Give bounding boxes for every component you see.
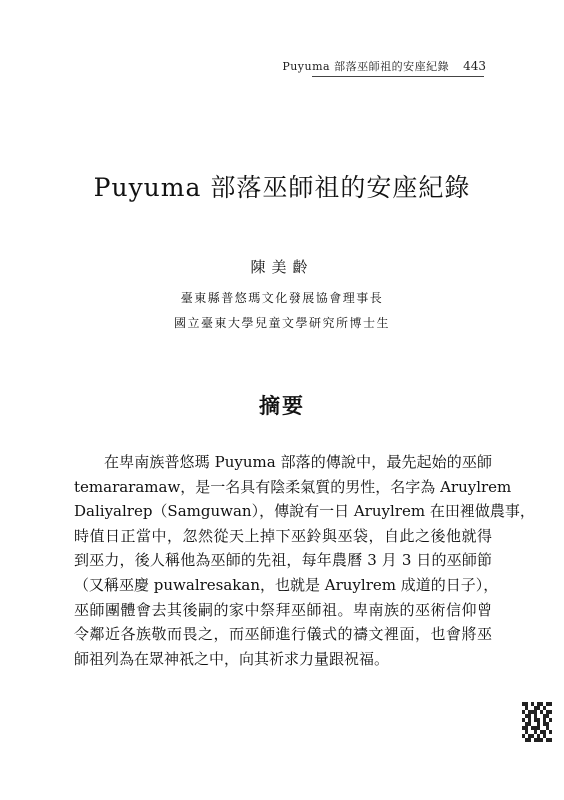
running-title: Puyuma 部落巫師祖的安座紀錄 [282, 60, 450, 73]
abstract-line: temararamaw，是一名具有陰柔氣質的男性，名字為 Aruylrem [74, 477, 512, 496]
header-rule [312, 76, 484, 77]
affiliation-2: 國立臺東大學兒童文學研究所博士生 [173, 316, 390, 330]
qr-code-icon [522, 702, 552, 742]
abstract-line: （又稱巫慶 puwalresakan，也就是 Aruylrem 成道的日子）， [74, 575, 499, 594]
abstract-line: 到巫力，後人稱他為巫師的先祖，每年農曆 3 月 3 日的巫師節 [74, 551, 492, 570]
abstract-body [74, 450, 535, 671]
abstract-heading: 摘要 [259, 394, 305, 418]
abstract-line: 巫師團體會去其後嗣的家中祭拜巫師祖。卑南族的巫術信仰曾 [74, 600, 492, 619]
abstract-line: 令鄰近各族敬而畏之，而巫師進行儀式的禱文裡面，也會將巫 [74, 625, 492, 644]
author-name: 陳美齡 [250, 258, 314, 276]
affiliation-1: 臺東縣普悠瑪文化發展協會理事長 [180, 291, 384, 305]
running-header [282, 58, 486, 74]
paper-title: Puyuma 部落巫師祖的安座紀錄 [93, 173, 471, 202]
abstract-line: Daliyalrep（Samguwan），傳說有一日 Aruylrem 在田裡做農事， [74, 502, 535, 521]
abstract-line: 在卑南族普悠瑪 Puyuma 部落的傳說中，最先起始的巫師 [104, 453, 492, 471]
abstract-line: 師祖列為在眾神祇之中，向其祈求力量跟祝福。 [74, 649, 390, 668]
page-number: 443 [463, 59, 486, 73]
abstract-line: 時值日正當中，忽然從天上掉下巫鈴與巫袋，自此之後他就得 [74, 526, 492, 545]
